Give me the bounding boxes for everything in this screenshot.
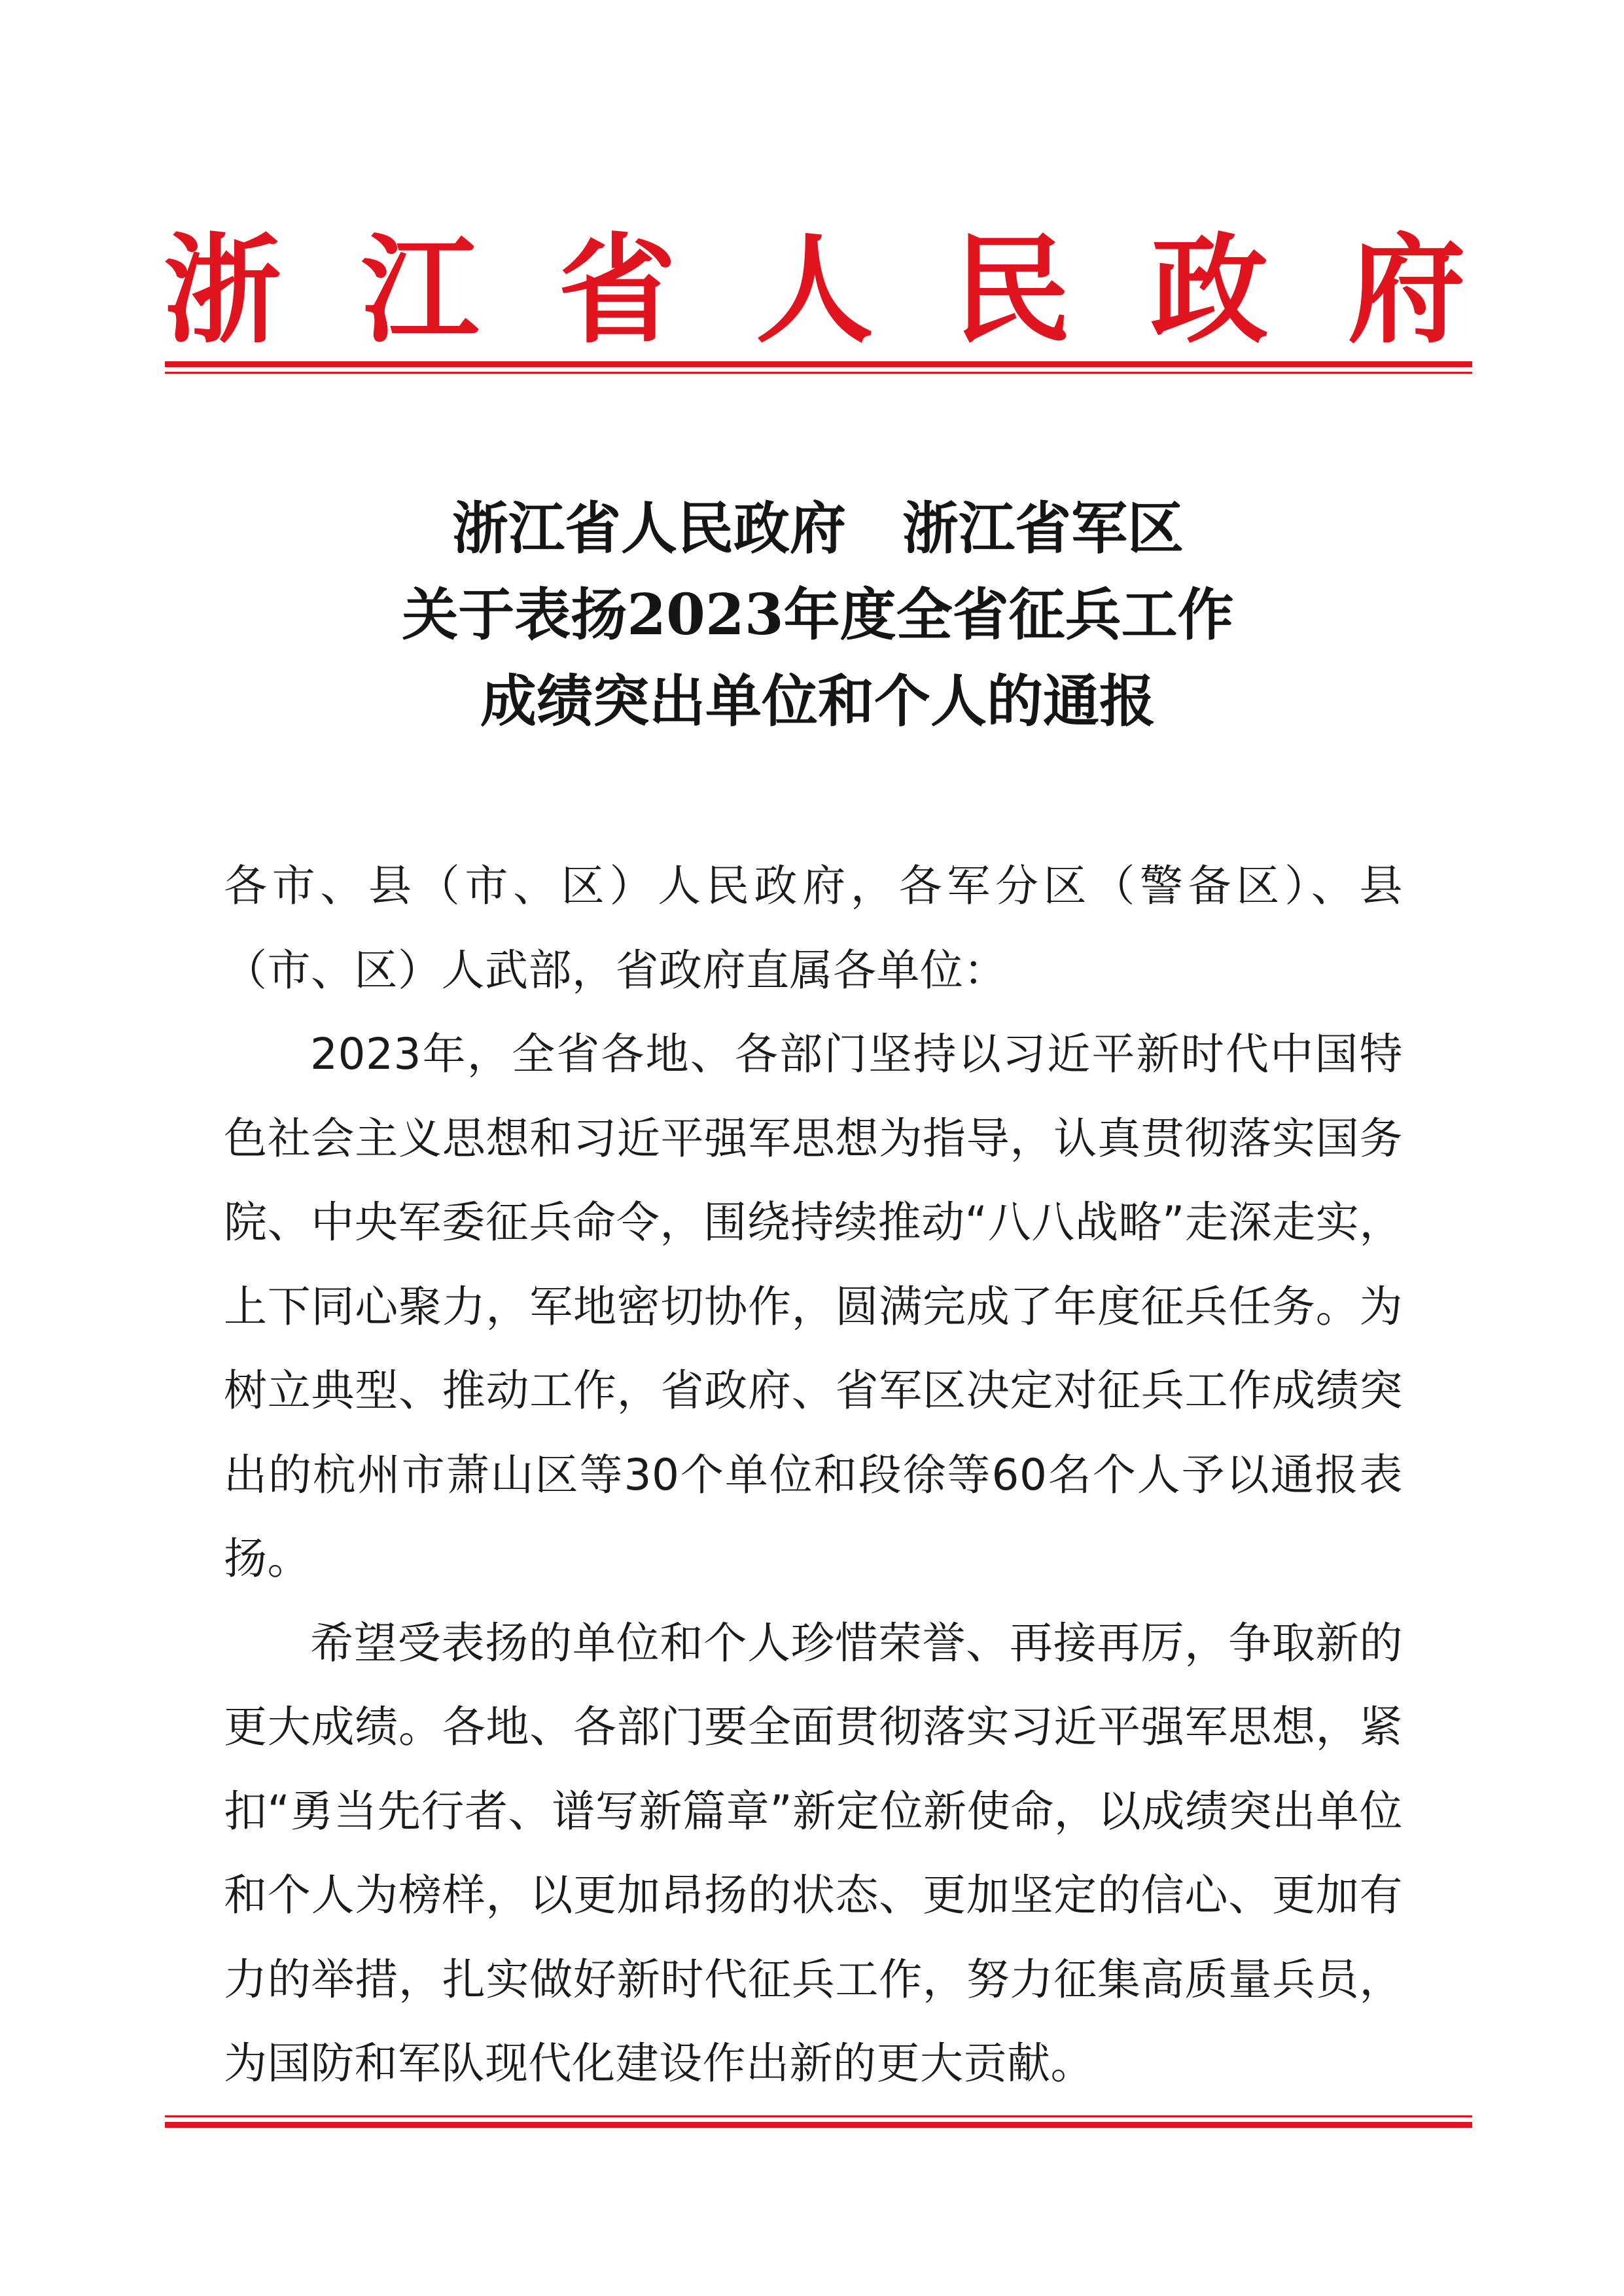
letterhead-char: 政 [1150, 223, 1269, 359]
letterhead-char: 民 [953, 223, 1071, 359]
letterhead-char: 省 [558, 223, 677, 359]
letterhead-char: 人 [755, 223, 874, 359]
letterhead-char: 浙 [164, 223, 282, 359]
title-issuer-government: 浙江省人民政府 [452, 495, 846, 562]
footer-divider [165, 2115, 1472, 2128]
document-title [164, 486, 1472, 745]
body-paragraph-1: 2023年，全省各地、各部门坚持以习近平新时代中国特色社会主义思想和习近平强军思想为指导，认真贯彻落实国务院、中央军委征兵命令，围绕持续推动“八八战略”走深走实，上下同心聚力，军地密切协作，圆满完成了年度征兵任务。为树立典型、推动工作，省政府、省军区决定对征兵工作成绩突出的杭州市萧山区等30个单位和段徐等60名个人予以通报表扬。 [224, 1029, 1403, 1584]
title-issuer-military: 浙江省军区 [902, 495, 1184, 562]
letterhead-title [164, 216, 1466, 367]
title-line-2: 关于表扬2023年度全省征兵工作 [402, 582, 1234, 648]
body-paragraph-2: 希望受表扬的单位和个人珍惜荣誉、再接再厉，争取新的更大成绩。各地、各部门要全面贯彻落实习近平强军思想，紧扣“勇当先行者、谱写新篇章”新定位新使命，以成绩突出单位和个人为榜样，以更加昂扬的状态、更加坚定的信心、更加有力的举措，扎实做好新时代征兵工作，努力征集高质量兵员，为国防和军队现代化建设作出新的更大贡献。 [224, 1617, 1403, 2089]
title-line-issuers [164, 486, 1472, 572]
letterhead-char: 江 [361, 223, 479, 359]
document-body [224, 844, 1403, 2106]
letterhead-char: 府 [1347, 223, 1466, 359]
title-line-3: 成绩突出单位和个人的通报 [480, 668, 1156, 734]
salutation: 各市、县（市、区）人民政府，各军分区（警备区）、县（市、区）人武部，省政府直属各单位： [224, 861, 1403, 996]
letterhead-divider [165, 361, 1472, 374]
